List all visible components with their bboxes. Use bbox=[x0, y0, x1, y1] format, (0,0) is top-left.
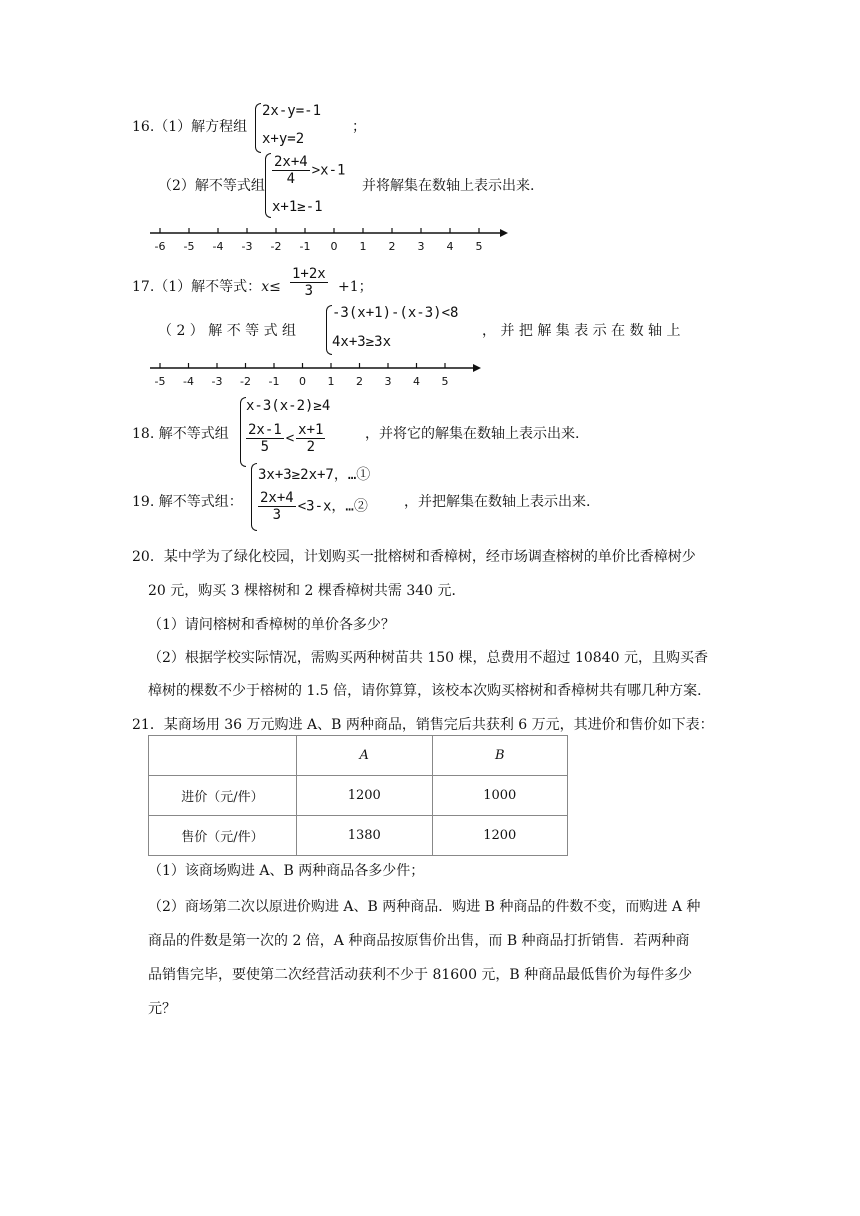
q19-ineq1: 3x+3≥2x+7，…① bbox=[258, 467, 371, 483]
q21-part2-line3: 品销售完毕，要使第二次经营活动获利不少于 81600 元，B 种商品最低售价为每件多少 bbox=[148, 967, 693, 983]
axis-tick-label: -5 bbox=[154, 375, 166, 388]
axis-tick-label: 2 bbox=[388, 240, 396, 253]
q21-part1: （1）该商场购进 A、B 两种商品各多少件； bbox=[148, 863, 425, 879]
q17-tail: ， 并 把 解 集 表 示 在 数 轴 上 bbox=[482, 323, 681, 339]
table-header-cell: A bbox=[297, 736, 433, 776]
q17-part2-label: （ 2 ） 解 不 等 式 组 bbox=[158, 323, 297, 339]
axis-tick-label: 3 bbox=[417, 240, 425, 253]
table-row bbox=[149, 816, 568, 856]
q20-part2-line1: （2）根据学校实际情况，需购买两种树苗共 150 棵，总费用不超过 10840 元，且购买香 bbox=[148, 650, 708, 666]
q20-line2: 20 元，购买 3 棵榕树和 2 棵香樟树共需 340 元． bbox=[148, 583, 466, 599]
q19-ineq2: $\frac{2x+4}{3}$ <3-x，…② bbox=[260, 490, 368, 523]
axis-tick-label: -2 bbox=[270, 240, 282, 253]
axis-tick-label: 0 bbox=[330, 240, 338, 253]
axis-tick-label: 1 bbox=[359, 240, 367, 253]
axis-tick-label: 2 bbox=[356, 375, 363, 388]
q16-number-axis bbox=[148, 225, 508, 263]
axis-tick-label: 1 bbox=[327, 375, 335, 388]
table-header-cell: B bbox=[432, 736, 568, 776]
axis-tick-label: -5 bbox=[183, 240, 195, 253]
q16-tail: 并将解集在数轴上表示出来. bbox=[362, 178, 535, 194]
q18-ineq2: $\frac{2x-1}{5}$ < $\frac{x+1}{2}$ bbox=[248, 422, 324, 455]
table-header-cell bbox=[149, 736, 297, 776]
price-table bbox=[148, 735, 568, 856]
q16-ineq2: x+1≥-1 bbox=[272, 199, 323, 215]
q17-rest: +1； bbox=[338, 279, 373, 295]
q16-number: 16.（1）解方程组 bbox=[132, 119, 248, 135]
table-cell: 1380 bbox=[297, 816, 433, 856]
q21-part2-line4: 元？ bbox=[148, 1001, 176, 1017]
q19-tail: ，并把解集在数轴上表示出来. bbox=[404, 494, 591, 510]
q20-part1: （1）请问榕树和香樟树的单价各多少？ bbox=[148, 617, 395, 633]
q21-line1: 21．某商场用 36 万元购进 A、B 两种商品，销售完后共获利 6 万元，其进价和售价如下表： bbox=[132, 717, 714, 733]
q18-label: 18. 解不等式组 bbox=[132, 426, 229, 442]
q17-ineq2: 4x+3≥3x bbox=[332, 334, 392, 350]
axis-tick-label: 0 bbox=[299, 375, 306, 388]
table-cell: 1200 bbox=[297, 776, 433, 816]
q21-part2-line2: 商品的件数是第一次的 2 倍，A 种商品按原售价出售，而 B 种商品打折销售．若两种商 bbox=[148, 933, 690, 949]
q16-end: ； bbox=[352, 119, 366, 135]
table-header-row bbox=[149, 736, 568, 776]
q17-ineq1: -3(x+1)-(x-3)<8 bbox=[332, 305, 459, 321]
axis-tick-label: -2 bbox=[240, 375, 251, 388]
q16-eq1: 2x-y=-1 bbox=[262, 103, 322, 119]
q16-eq2: x+y=2 bbox=[262, 131, 305, 147]
q20-line1: 20．某中学为了绿化校园，计划购买一批榕树和香樟树，经市场调查榕树的单价比香樟树少 bbox=[132, 549, 696, 565]
q18-ineq1: x-3(x-2)≥4 bbox=[246, 398, 331, 414]
table-cell: 1200 bbox=[432, 816, 568, 856]
axis-tick-label: 5 bbox=[475, 240, 483, 253]
q18-tail: ，并将它的解集在数轴上表示出来. bbox=[365, 426, 580, 442]
q19-label: 19. 解不等式组： bbox=[132, 494, 243, 510]
axis-tick-label: 4 bbox=[413, 375, 420, 388]
table-cell: 售价（元/件） bbox=[149, 816, 297, 856]
axis-tick-label: 5 bbox=[441, 375, 449, 388]
axis-tick-label: -3 bbox=[241, 240, 253, 253]
q17-number-axis bbox=[148, 360, 483, 398]
q21-part2-line1: （2）商场第二次以原进价购进 A、B 两种商品．购进 B 种商品的件数不变，而购进 A 种 bbox=[148, 899, 701, 915]
axis-tick-label: 4 bbox=[446, 240, 454, 253]
axis-tick-label: -1 bbox=[268, 375, 280, 388]
q17-part1: 17.（1）解不等式：x≤ bbox=[132, 279, 281, 295]
q16-brace-1 bbox=[255, 103, 261, 153]
axis-tick-label: -1 bbox=[299, 240, 311, 253]
table-cell: 1000 bbox=[432, 776, 568, 816]
axis-tick-label: -4 bbox=[183, 375, 194, 388]
table-row bbox=[149, 776, 568, 816]
axis-tick-label: 3 bbox=[384, 375, 392, 388]
q16-ineq1: $\frac{2x+4}{4}$ >x-1 bbox=[274, 154, 346, 187]
axis-tick-label: -4 bbox=[212, 240, 224, 253]
table-cell: 进价（元/件） bbox=[149, 776, 297, 816]
q17-frac: $\frac{1+2x}{3}$ bbox=[292, 266, 326, 299]
axis-tick-label: -3 bbox=[211, 375, 223, 388]
q16-part2-label: （2）解不等式组 bbox=[158, 178, 265, 194]
q20-part2-line2: 樟树的棵数不少于榕树的 1.5 倍，请你算算，该校本次购买榕树和香樟树共有哪几种方案． bbox=[148, 683, 712, 699]
axis-tick-label: -6 bbox=[154, 240, 166, 253]
